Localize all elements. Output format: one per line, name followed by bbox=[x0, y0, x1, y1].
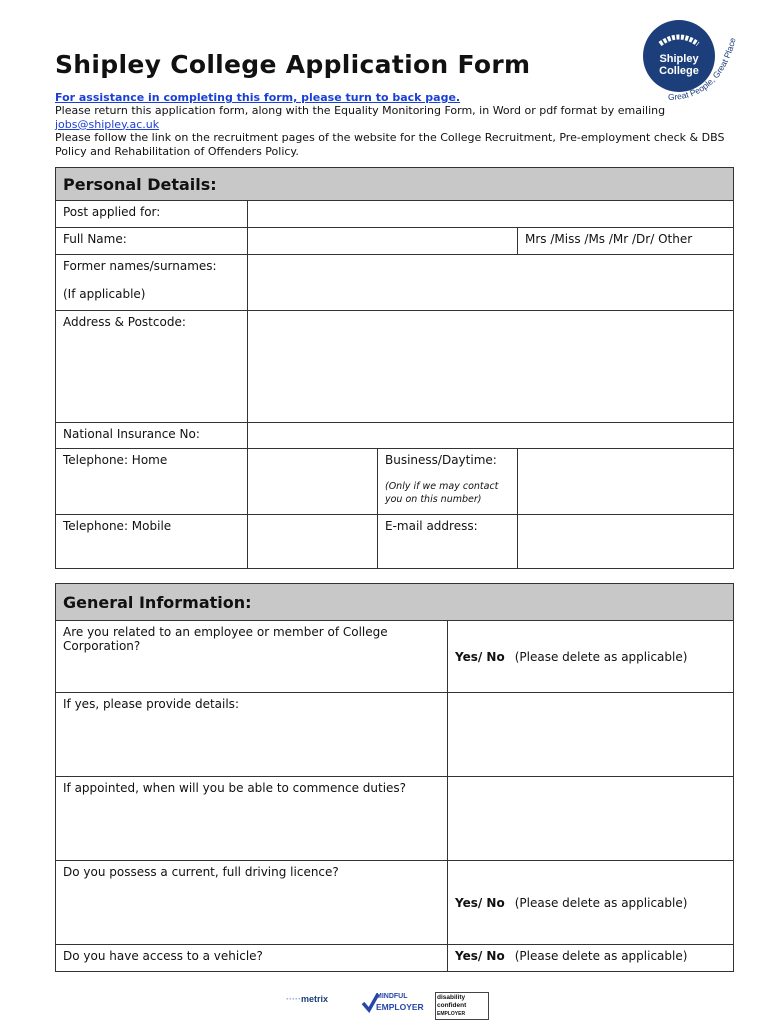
logo-tagline: Great People, Great Place bbox=[667, 36, 738, 103]
business-field[interactable] bbox=[518, 449, 734, 515]
post-applied-field[interactable] bbox=[248, 201, 734, 228]
former-names-label bbox=[56, 255, 248, 311]
confident-text: confident bbox=[437, 1002, 467, 1009]
logo-line1: Shipley bbox=[659, 53, 699, 65]
business-label bbox=[378, 449, 518, 515]
details-field[interactable] bbox=[448, 693, 734, 777]
address-field[interactable] bbox=[248, 311, 734, 423]
business-text: Business/Daytime: bbox=[385, 453, 497, 467]
assistance-link[interactable]: For assistance in completing this form, please turn to back page. bbox=[55, 91, 461, 104]
metrix-logo: ·····metrix bbox=[286, 994, 329, 1004]
tel-home-field[interactable] bbox=[248, 449, 378, 515]
employer-text: EMPLOYER bbox=[376, 1002, 424, 1012]
yes-no-option[interactable]: Yes/ No bbox=[455, 649, 505, 664]
former-names-text: Former names/surnames: bbox=[63, 259, 217, 273]
yes-no-option[interactable]: Yes/ No bbox=[455, 949, 505, 963]
licence-answer[interactable] bbox=[448, 861, 734, 945]
address-label: Address & Postcode: bbox=[56, 311, 248, 423]
metrix-text: metrix bbox=[301, 994, 329, 1004]
disability-text: disability bbox=[437, 994, 466, 1001]
post-applied-label: Post applied for: bbox=[56, 201, 248, 228]
email-link[interactable]: jobs@shipley.ac.uk bbox=[55, 117, 160, 131]
delete-note: (Please delete as applicable) bbox=[514, 949, 688, 963]
full-name-field[interactable] bbox=[248, 228, 518, 255]
logo-line2: College bbox=[659, 65, 699, 77]
email-field[interactable] bbox=[518, 515, 734, 569]
tel-mobile-label: Telephone: Mobile bbox=[56, 515, 248, 569]
tel-home-label: Telephone: Home bbox=[56, 449, 248, 515]
personal-details-table bbox=[55, 167, 734, 569]
details-question: If yes, please provide details: bbox=[56, 693, 448, 777]
personal-details-header: Personal Details: bbox=[56, 168, 734, 201]
mindful-employer-logo bbox=[376, 992, 424, 1012]
intro-text bbox=[55, 91, 755, 158]
page-title: Shipley College Application Form bbox=[55, 50, 531, 79]
contact-note: (Only if we may contact you on this number) bbox=[385, 481, 499, 505]
email-label: E-mail address: bbox=[378, 515, 518, 569]
tel-mobile-field[interactable] bbox=[248, 515, 378, 569]
commence-field[interactable] bbox=[448, 777, 734, 861]
vehicle-question: Do you have access to a vehicle? bbox=[56, 945, 448, 972]
accreditation-logos bbox=[280, 990, 500, 1020]
ni-label: National Insurance No: bbox=[56, 423, 248, 449]
licence-question: Do you possess a current, full driving licence? bbox=[56, 861, 448, 945]
ni-field[interactable] bbox=[248, 423, 734, 449]
dc-employer-text: EMPLOYER bbox=[437, 1011, 466, 1017]
related-question: Are you related to an employee or member of College Corporation? bbox=[56, 621, 448, 693]
related-answer[interactable] bbox=[448, 621, 734, 693]
former-names-field[interactable] bbox=[248, 255, 734, 311]
vehicle-answer[interactable] bbox=[448, 945, 734, 972]
if-applicable-text: (If applicable) bbox=[63, 287, 146, 301]
general-info-table bbox=[55, 583, 734, 972]
title-options[interactable]: Mrs /Miss /Ms /Mr /Dr/ Other bbox=[518, 228, 734, 255]
commence-question: If appointed, when will you be able to commence duties? bbox=[56, 777, 448, 861]
full-name-label: Full Name: bbox=[56, 228, 248, 255]
return-instructions: Please return this application form, along with the Equality Monitoring Form, in Word or pdf format by emailing bbox=[55, 104, 666, 118]
disability-confident-logo bbox=[435, 992, 489, 1020]
yes-no-option[interactable]: Yes/ No bbox=[455, 895, 505, 910]
delete-note: (Please delete as applicable) bbox=[514, 895, 688, 910]
policy-text: Please follow the link on the recruitment pages of the website for the College Recruitment, Pre-employment check & DBS Policy and Rehabilitation of Offenders Policy. bbox=[55, 131, 725, 158]
general-info-header: General Information: bbox=[56, 584, 734, 621]
mindful-text: MINDFUL bbox=[376, 993, 408, 1000]
delete-note: (Please delete as applicable) bbox=[514, 649, 688, 664]
